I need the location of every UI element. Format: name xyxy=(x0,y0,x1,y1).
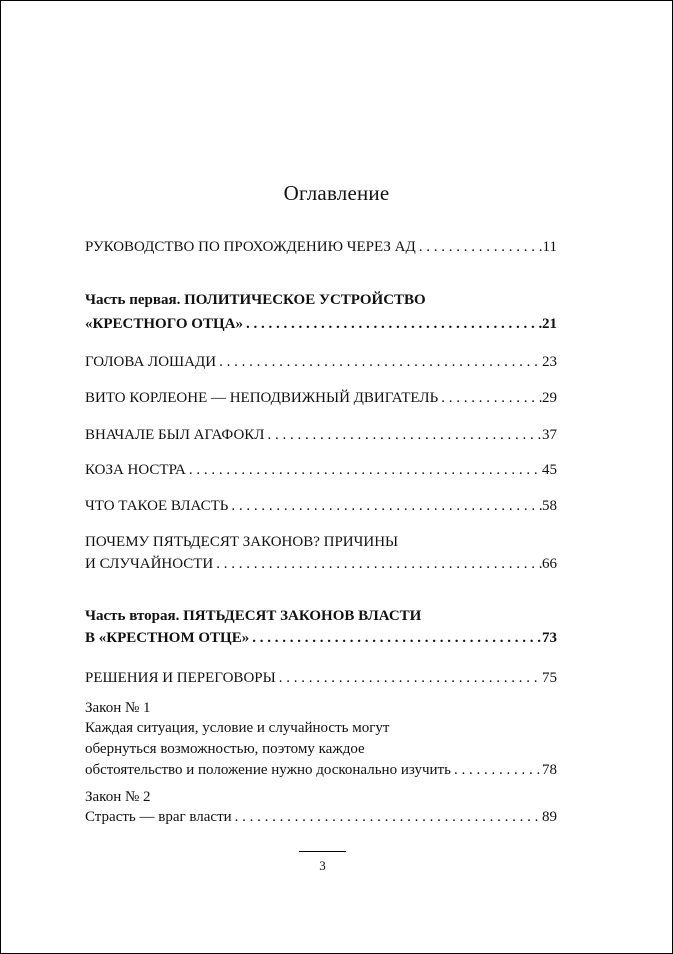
dot-leader xyxy=(228,498,542,515)
toc-entry-decisions[interactable] xyxy=(85,670,557,687)
entry-page: 58 xyxy=(542,498,557,514)
toc-entry-guide[interactable] xyxy=(85,239,557,256)
entry-title: РУКОВОДСТВО ПО ПРОХОЖДЕНИЮ ЧЕРЕЗ АД xyxy=(85,239,416,255)
law1-line2[interactable]: обернуться возможностью, поэтому каждое xyxy=(85,741,365,757)
entry-page: 29 xyxy=(542,390,557,406)
dot-leader xyxy=(276,670,542,687)
entry-title: ЧТО ТАКОЕ ВЛАСТЬ xyxy=(85,498,229,514)
dot-leader xyxy=(264,427,542,444)
toc-entry-law2[interactable] xyxy=(85,809,557,826)
toc-entry-agathocles[interactable] xyxy=(85,427,557,444)
dot-leader xyxy=(416,239,543,256)
toc-entry-part1[interactable] xyxy=(85,316,557,333)
dot-leader xyxy=(438,390,542,407)
dot-leader xyxy=(213,556,542,573)
entry-page: 78 xyxy=(542,762,557,778)
toc-title: Оглавление xyxy=(283,181,390,205)
entry-title: РЕШЕНИЯ И ПЕРЕГОВОРЫ xyxy=(85,670,276,686)
dot-leader xyxy=(216,354,542,371)
entry-page: 89 xyxy=(542,809,557,825)
law1-label: Закон № 1 xyxy=(85,700,151,716)
folio-rule xyxy=(299,851,346,852)
entry-page: 45 xyxy=(542,462,557,478)
entry-page: 21 xyxy=(542,316,557,332)
entry-page: 11 xyxy=(542,239,557,255)
toc-entry-cosa-nostra[interactable] xyxy=(85,462,557,479)
entry-page: 75 xyxy=(542,670,557,686)
entry-title: В «КРЕСТНОМ ОТЦЕ» xyxy=(85,630,250,646)
law1-line1[interactable]: Каждая ситуация, условие и случайность могут xyxy=(85,720,390,736)
page-number: 3 xyxy=(319,858,326,873)
entry-title: И СЛУЧАЙНОСТИ xyxy=(85,556,214,572)
dot-leader xyxy=(451,762,542,779)
toc-part2-line1[interactable]: Часть вторая. ПЯТЬДЕСЯТ ЗАКОНОВ ВЛАСТИ xyxy=(85,608,422,624)
entry-title: обстоятельство и положение нужно досконально изучить xyxy=(85,762,451,778)
entry-title: ВИТО КОРЛЕОНЕ — НЕПОДВИЖНЫЙ ДВИГАТЕЛЬ xyxy=(85,390,439,406)
entry-page: 23 xyxy=(542,354,557,370)
entry-page: 66 xyxy=(542,556,557,572)
entry-page: 73 xyxy=(542,630,557,646)
entry-title: Страсть — враг власти xyxy=(85,809,232,825)
toc-entry-law1[interactable] xyxy=(85,762,557,779)
toc-entry-vito[interactable] xyxy=(85,390,557,407)
dot-leader xyxy=(232,809,542,826)
entry-title: КОЗА НОСТРА xyxy=(85,462,186,478)
entry-title: «КРЕСТНОГО ОТЦА» xyxy=(85,316,243,332)
toc-entry-why-fifty[interactable] xyxy=(85,556,557,573)
entry-page: 37 xyxy=(542,427,557,443)
entry-title: ГОЛОВА ЛОШАДИ xyxy=(85,354,217,370)
entry-title: ВНАЧАЛЕ БЫЛ АГАФОКЛ xyxy=(85,427,265,443)
toc-part1-line1[interactable]: Часть первая. ПОЛИТИЧЕСКОЕ УСТРОЙСТВО xyxy=(85,292,426,308)
dot-leader xyxy=(243,316,542,333)
dot-leader xyxy=(186,462,542,479)
toc-entry-horse-head[interactable] xyxy=(85,354,557,371)
toc-entry-power[interactable] xyxy=(85,498,557,515)
toc-entry-part2[interactable] xyxy=(85,630,557,647)
toc-why-fifty-line1[interactable]: ПОЧЕМУ ПЯТЬДЕСЯТ ЗАКОНОВ? ПРИЧИНЫ xyxy=(85,534,399,550)
dot-leader xyxy=(249,630,542,647)
law2-label: Закон № 2 xyxy=(85,789,151,805)
